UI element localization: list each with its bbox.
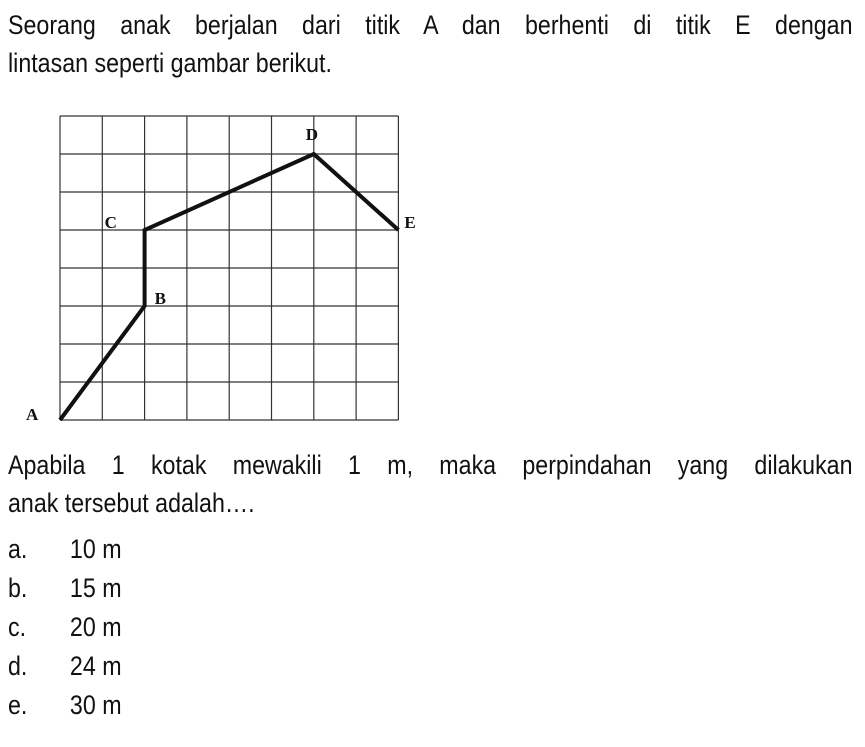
- option-text: 24 m: [69, 651, 122, 681]
- grid: [60, 116, 398, 420]
- point-label-b: B: [154, 289, 166, 308]
- option-e[interactable]: [8, 686, 122, 725]
- option-a[interactable]: [8, 530, 122, 569]
- prompt-line-1: Apabila 1 kotak mewakili 1 m, maka perpindahan yang dilakukan: [8, 450, 853, 480]
- point-label-e: E: [404, 213, 416, 232]
- intro-line-2: lintasan seperti gambar berikut.: [8, 48, 332, 78]
- option-letter: a.: [8, 534, 28, 564]
- path-diagram: [20, 86, 440, 436]
- option-letter: c.: [8, 612, 27, 642]
- option-b[interactable]: [8, 569, 122, 608]
- option-text: 20 m: [69, 612, 122, 642]
- answer-options: [8, 530, 122, 725]
- intro-line-1: Seorang anak berjalan dari titik A dan berhenti di titik E dengan: [8, 10, 853, 40]
- point-label-a: A: [26, 405, 39, 424]
- option-text: 15 m: [69, 573, 122, 603]
- prompt-line-2: anak tersebut adalah….: [8, 488, 255, 518]
- point-label-d: D: [305, 125, 319, 144]
- option-c[interactable]: [8, 608, 122, 647]
- option-text: 30 m: [69, 690, 122, 720]
- option-letter: d.: [8, 651, 28, 681]
- option-d[interactable]: [8, 647, 122, 686]
- question-intro: [8, 6, 853, 82]
- option-letter: b.: [8, 573, 28, 603]
- path-diagram-svg: [20, 86, 440, 436]
- option-letter: e.: [8, 690, 28, 720]
- point-label-c: C: [104, 213, 117, 232]
- option-text: 10 m: [69, 534, 122, 564]
- question-prompt: [8, 446, 853, 522]
